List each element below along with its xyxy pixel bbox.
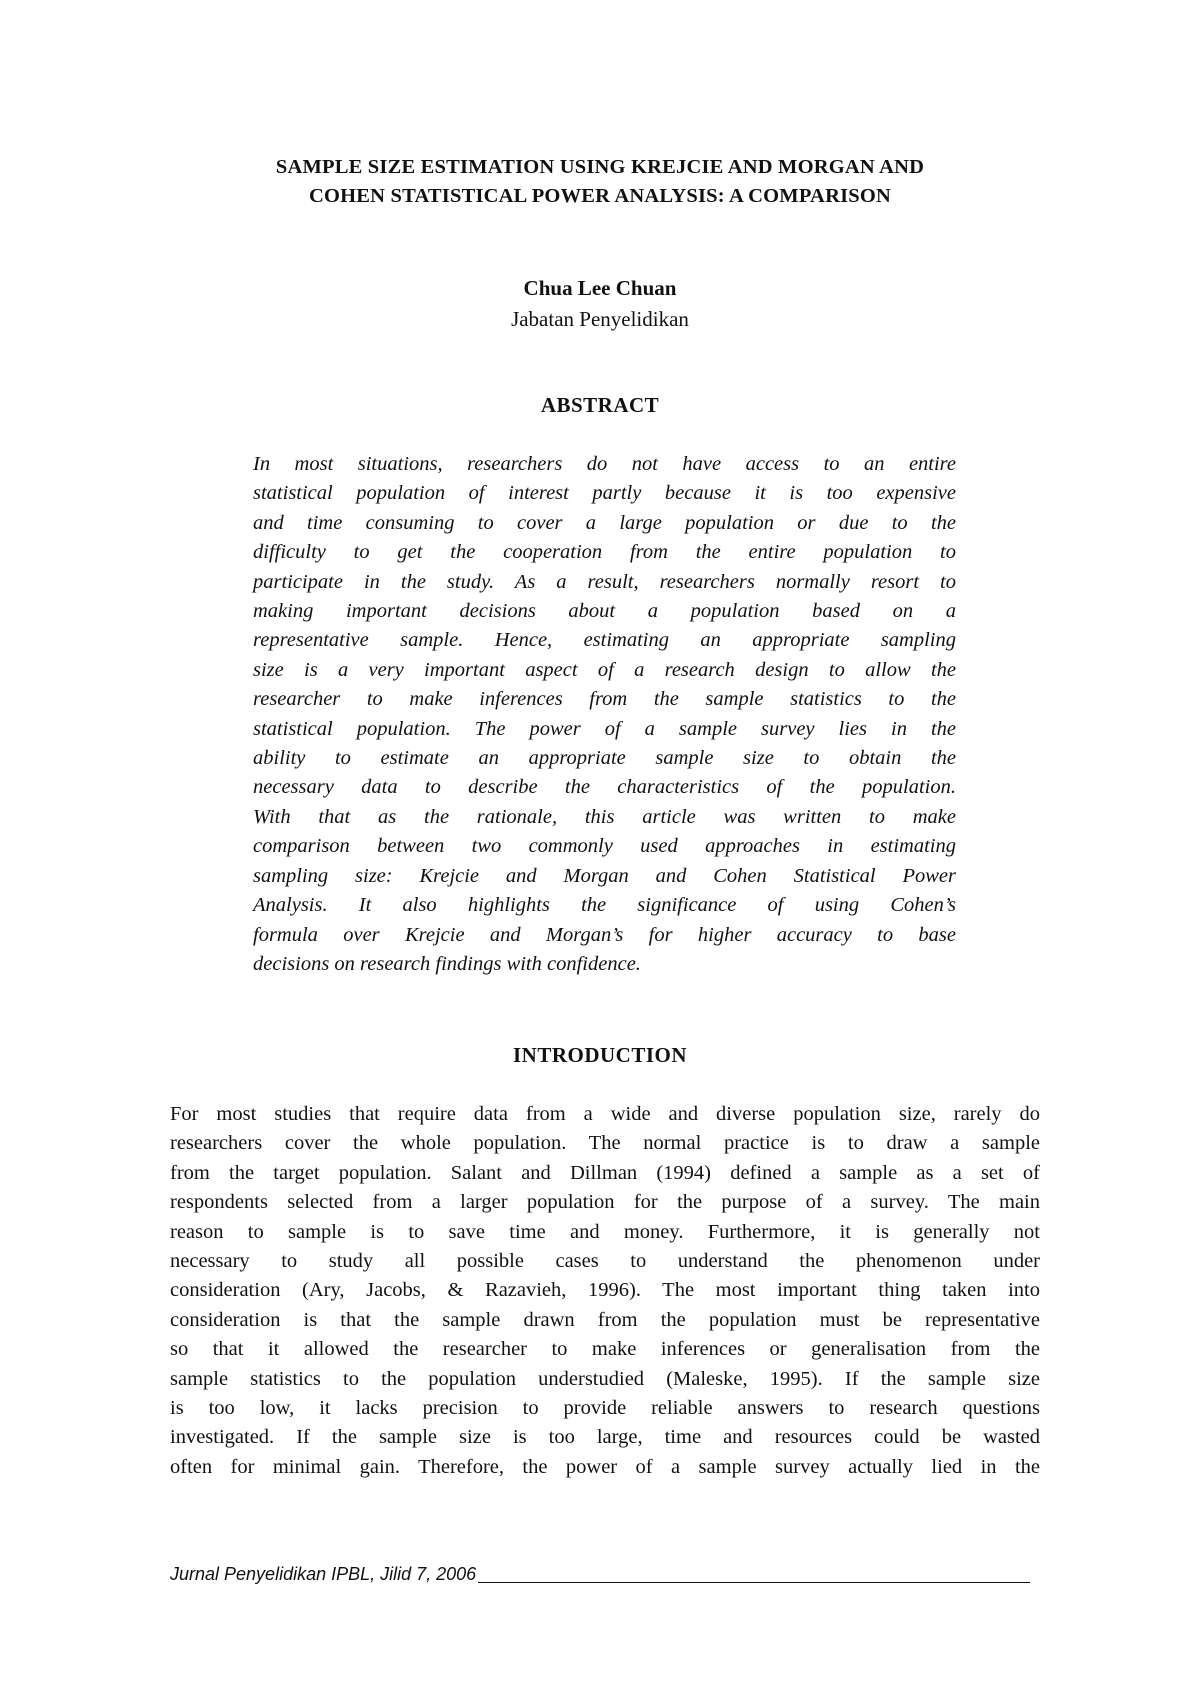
introduction-line: respondents selected from a larger population for the purpose of a survey. The main	[170, 1191, 1040, 1214]
abstract-line: In most situations, researchers do not have access to an entire	[253, 453, 956, 475]
introduction-line: consideration is that the sample drawn from the population must be representative	[170, 1308, 1040, 1331]
paper-title-line: COHEN STATISTICAL POWER ANALYSIS: A COMPARISON	[309, 185, 891, 207]
abstract-line: researcher to make inferences from the sample statistics to the	[253, 688, 956, 711]
introduction-line: reason to sample is to save time and money. Furthermore, it is generally not	[170, 1220, 1040, 1243]
introduction-line: often for minimal gain. Therefore, the power of a sample survey actually lied in the	[170, 1455, 1040, 1478]
footer-rule	[478, 1582, 1030, 1583]
author-affiliation: Jabatan Penyelidikan	[511, 307, 689, 331]
abstract-line: and time consuming to cover a large population or due to the	[253, 511, 956, 534]
abstract-line: size is a very important aspect of a research design to allow the	[253, 658, 956, 681]
abstract-line: participate in the study. As a result, researchers normally resort to	[253, 570, 956, 593]
introduction-text	[170, 1100, 1040, 1482]
abstract-line: With that as the rationale, this article was written to make	[253, 805, 956, 828]
paper-title-line: SAMPLE SIZE ESTIMATION USING KREJCIE AND MORGAN AND	[275, 156, 925, 178]
introduction-line: For most studies that require data from a wide and diverse population size, rarely do	[170, 1103, 1040, 1125]
abstract-line: statistical population. The power of a sample survey lies in the	[253, 717, 956, 740]
abstract-line: making important decisions about a population based on a	[253, 600, 956, 623]
introduction-line: from the target population. Salant and Dillman (1994) defined a sample as a set of	[170, 1161, 1040, 1184]
introduction-line: consideration (Ary, Jacobs, & Razavieh, 1996). The most important thing taken into	[170, 1279, 1040, 1302]
introduction-line: so that it allowed the researcher to make inferences or generalisation from the	[170, 1338, 1040, 1361]
page-footer	[170, 1560, 1030, 1586]
abstract-line: representative sample. Hence, estimating an appropriate sampling	[253, 629, 956, 652]
abstract-line: sampling size: Krejcie and Morgan and Cohen Statistical Power	[253, 864, 956, 887]
introduction-line: investigated. If the sample size is too large, time and resources could be wasted	[170, 1426, 1040, 1449]
introduction-line: is too low, it lacks precision to provide reliable answers to research questions	[170, 1397, 1040, 1420]
abstract-heading: ABSTRACT	[540, 393, 660, 417]
introduction-line: necessary to study all possible cases to understand the phenomenon under	[170, 1250, 1040, 1273]
abstract-line: necessary data to describe the characteristics of the population.	[253, 776, 956, 799]
abstract-line: formula over Krejcie and Morgan’s for higher accuracy to base	[253, 923, 956, 946]
introduction-line: researchers cover the whole population. The normal practice is to draw a sample	[170, 1132, 1040, 1155]
author-name: Chua Lee Chuan	[523, 276, 677, 300]
abstract-line: statistical population of interest partly because it is too expensive	[253, 482, 956, 505]
abstract-line: difficulty to get the cooperation from the entire population to	[253, 541, 956, 564]
abstract-line: decisions on research findings with confidence.	[253, 952, 641, 975]
abstract-text	[253, 450, 956, 979]
journal-citation: Jurnal Penyelidikan IPBL, Jilid 7, 2006	[170, 1564, 477, 1584]
abstract-line: ability to estimate an appropriate sample size to obtain the	[253, 747, 956, 770]
paper-title	[170, 153, 1030, 211]
abstract-line: Analysis. It also highlights the significance of using Cohen’s	[253, 894, 956, 917]
introduction-heading: INTRODUCTION	[512, 1043, 688, 1067]
introduction-line: sample statistics to the population understudied (Maleske, 1995). If the sample size	[170, 1367, 1040, 1390]
abstract-line: comparison between two commonly used approaches in estimating	[253, 835, 956, 858]
